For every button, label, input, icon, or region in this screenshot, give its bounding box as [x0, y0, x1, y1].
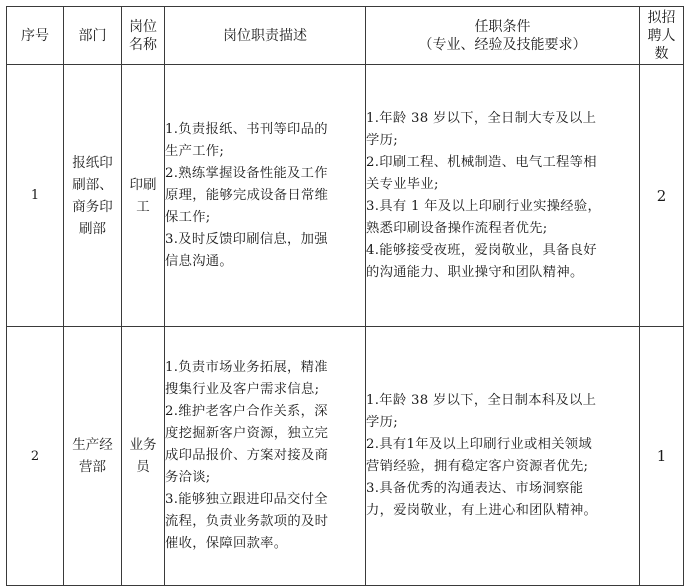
header-requirements-line2: （专业、经验及技能要求）: [418, 36, 587, 53]
row-position: [122, 327, 165, 586]
row-dept: [64, 327, 122, 586]
requirement-line: 关专业毕业;: [366, 176, 439, 192]
duty-line: 搜集行业及客户需求信息;: [165, 382, 320, 397]
row-requirements: [366, 65, 640, 327]
requirement-line: 学历;: [366, 132, 398, 148]
header-dept: 部门: [64, 7, 122, 65]
requirement-line: 力，爱岗敬业，有上进心和团队精神。: [366, 503, 598, 518]
requirement-line: 学历;: [366, 415, 398, 430]
duty-line: 流程，负责业务款项的及时: [165, 514, 329, 529]
requirement-line: 1.年龄 38 岁以下，全日制大专及以上: [366, 110, 597, 126]
dept-line: 商务印: [72, 198, 113, 215]
dept-line: 报纸印: [72, 154, 113, 171]
header-position-line2: 名称: [129, 36, 157, 53]
duty-line: 成印品报价、方案对接及商: [165, 448, 329, 463]
requirement-line: 营销经验，拥有稳定客户资源者优先;: [366, 459, 589, 474]
dept-line: 营部: [79, 459, 106, 475]
header-requirements: [366, 7, 640, 65]
position-line: 业务: [129, 437, 157, 453]
requirement-line: 的沟通能力、职业操守和团队精神。: [366, 264, 584, 280]
duty-line: 2.熟练掌握设备性能及工作: [165, 165, 328, 181]
duty-line: 信息沟通。: [165, 253, 233, 269]
dept-line: 生产经: [72, 437, 113, 453]
position-line: 工: [136, 198, 150, 215]
duty-line: 保工作;: [165, 209, 211, 225]
row-count: 1: [640, 327, 684, 586]
row-requirements: [366, 327, 640, 586]
duty-line: 1.负责市场业务拓展，精准: [165, 360, 328, 375]
requirement-line: 2.具有1年及以上印刷行业或相关领域: [366, 437, 592, 452]
header-count-line2: 聘人: [647, 27, 676, 44]
header-duties: 岗位职责描述: [165, 7, 366, 65]
duty-line: 原理，能够完成设备日常维: [165, 187, 329, 203]
header-count-line3: 数: [654, 45, 669, 62]
header-position-line1: 岗位: [129, 18, 157, 35]
row-position: [122, 65, 165, 327]
position-line: 员: [136, 459, 150, 475]
header-row: [7, 7, 684, 65]
position-line: 印刷: [129, 176, 157, 193]
table-row: [7, 327, 684, 586]
duty-line: 催收，保障回款率。: [165, 536, 288, 551]
duty-line: 3.及时反馈印刷信息，加强: [165, 231, 328, 247]
header-position: [122, 7, 165, 65]
header-count-line1: 拟招: [647, 9, 676, 26]
requirement-line: 熟悉印刷设备操作流程者优先;: [366, 220, 548, 236]
duty-line: 务洽谈;: [165, 470, 211, 485]
header-count: [640, 7, 684, 65]
recruitment-table: [6, 6, 684, 586]
header-requirements-line1: 任职条件: [474, 18, 531, 35]
dept-line: 刷部: [79, 220, 106, 237]
row-seq: 1: [7, 65, 64, 327]
row-duties: [165, 327, 366, 586]
row-seq: 2: [7, 327, 64, 586]
row-duties: [165, 65, 366, 327]
requirement-line: 1.年龄 38 岁以下，全日制本科及以上: [366, 393, 597, 408]
requirement-line: 3.具有 1 年及以上印刷行业实操经验，: [366, 198, 602, 214]
requirement-line: 2.印刷工程、机械制造、电气工程等相: [366, 154, 597, 170]
row-dept: [64, 65, 122, 327]
header-seq: 序号: [7, 7, 64, 65]
duty-line: 生产工作;: [165, 143, 225, 159]
table-row: [7, 65, 684, 327]
duty-line: 1.负责报纸、书刊等印品的: [165, 121, 328, 137]
row-count: 2: [640, 65, 684, 327]
duty-line: 2.维护老客户合作关系，深: [165, 404, 328, 419]
dept-line: 刷部、: [72, 176, 113, 193]
duty-line: 度挖掘新客户资源，独立完: [165, 426, 329, 441]
duty-line: 3.能够独立跟进印品交付全: [165, 492, 328, 507]
requirement-line: 4.能够接受夜班，爱岗敬业，具备良好: [366, 242, 597, 258]
requirement-line: 3.具备优秀的沟通表达、市场洞察能: [366, 481, 584, 496]
